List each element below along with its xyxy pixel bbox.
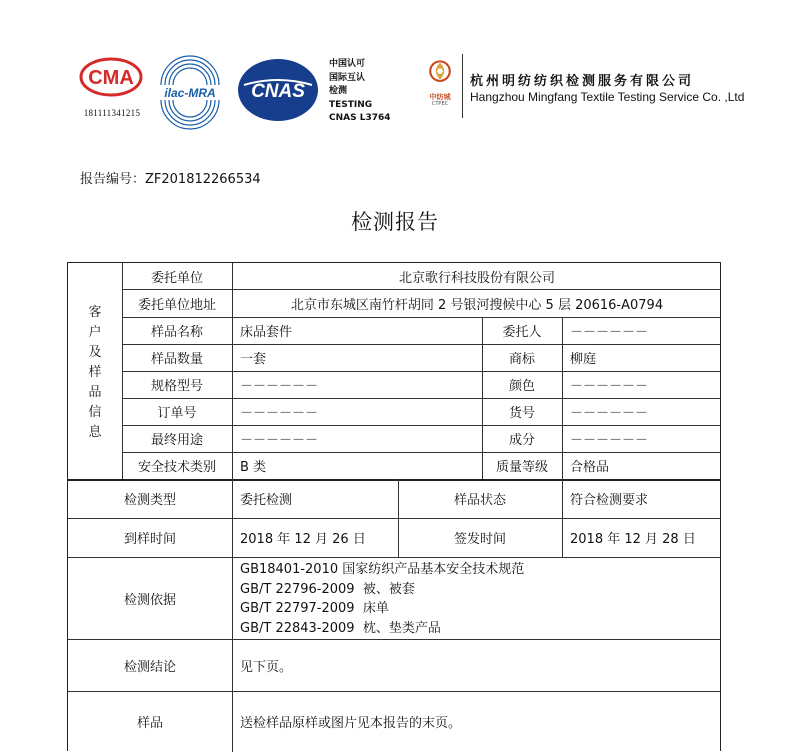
row-label: 商标 [508,352,535,367]
company-logo [418,60,462,92]
row-value: 合格品 [570,460,610,475]
company-name-cn: 杭州明纺纺织检测服务有限公司 [470,74,695,89]
report-number: 报告编号：ZF201812266534 [80,172,261,187]
row-label: 质量等级 [495,460,548,475]
basis-list [240,560,524,638]
row-value: 床品套件 [240,325,293,340]
section-char: 品 [88,385,102,400]
arrival-value: 2018 年 12 月 26 日 [240,532,366,547]
row-value: －－－－－－ [570,379,649,394]
basis-item: GB/T 22796-2009 被、被套 [240,581,415,597]
issue-value: 2018 年 12 月 28 日 [570,532,696,547]
row-label: 订单号 [157,406,197,421]
row-value: －－－－－－ [240,406,319,421]
header-divider [462,54,463,118]
company-logo-sub: CTPEC [431,101,449,107]
row-label: 规格型号 [150,379,203,394]
ilac-mra-logo [155,50,225,130]
row-value: －－－－－－ [240,433,319,448]
test-type-label: 检测类型 [123,493,176,508]
sample-label: 样品 [136,716,163,731]
sample-value: 送检样品原样或图片见本报告的末页。 [240,716,462,731]
conclusion-label: 检测结论 [123,659,176,675]
row-label: 委托人 [502,325,542,340]
row-label: 货号 [508,406,535,421]
basis-item: GB/T 22843-2009 枕、垫类产品 [240,620,441,636]
ilac-logo-text: ilac-MRA [164,86,216,100]
client-label: 委托单位 [150,270,203,286]
basis-item: GB18401-2010 国家纺织产品基本安全技术规范 [240,562,525,577]
arrival-label: 到样时间 [123,532,176,547]
cnas-logo-text: CNAS [251,81,305,102]
section-label-client-sample [85,303,105,443]
row-label: 成分 [508,433,535,448]
row-label: 安全技术类别 [137,460,216,475]
section-char: 客 [88,305,102,320]
company-name-en: Hangzhou Mingfang Textile Testing Service Co. ,Ltd [470,90,745,104]
row-label: 样品名称 [150,325,203,340]
sample-state-label: 样品状态 [453,493,506,508]
row-value: 柳庭 [570,352,597,367]
section-char: 样 [88,365,102,380]
cnas-line: 国际互认 [329,72,366,83]
test-type-value: 委托检测 [240,493,293,508]
issue-label: 签发时间 [453,532,506,547]
basis-label: 检测依据 [123,592,176,608]
company-logo-name: 中纺城 [429,93,451,101]
row-value: －－－－－－ [570,433,649,448]
col-divider [232,263,233,752]
cnas-accreditation-text [329,58,391,126]
cma-logo [79,57,143,97]
report-table [67,262,721,751]
section-char: 息 [88,425,102,440]
cma-number: 181111341215 [83,108,141,118]
col-divider [562,479,563,557]
section-char: 户 [88,325,102,340]
cma-logo-text: CMA [88,67,134,89]
client-address-label: 委托单位地址 [137,297,216,313]
cnas-line: 检测 [329,86,348,96]
document-title: 检测报告 [351,210,439,234]
col-divider [562,317,563,479]
cnas-line: CNAS L3764 [329,113,391,123]
client-address-value: 北京市东城区南竹杆胡同 2 号银河搜候中心 5 层 20616-A0794 [290,297,664,313]
conclusion-value: 见下页。 [240,659,293,675]
row-value: B 类 [240,460,267,475]
client-value: 北京歌行科技股份有限公司 [398,270,555,286]
sample-state-value: 符合检测要求 [570,493,649,508]
cnas-logo [236,57,320,123]
section-char: 及 [88,345,102,360]
row-value: －－－－－－ [570,325,649,340]
cnas-line: 中国认可 [329,59,366,69]
row-value: 一套 [240,352,267,367]
section-char: 信 [88,405,102,420]
row-label: 颜色 [508,379,535,394]
cnas-line: TESTING [329,99,373,110]
row-label: 样品数量 [150,352,203,367]
row-value: －－－－－－ [570,406,649,421]
row-label: 最终用途 [150,433,203,448]
basis-item: GB/T 22797-2009 床单 [240,601,389,616]
row-value: －－－－－－ [240,379,319,394]
